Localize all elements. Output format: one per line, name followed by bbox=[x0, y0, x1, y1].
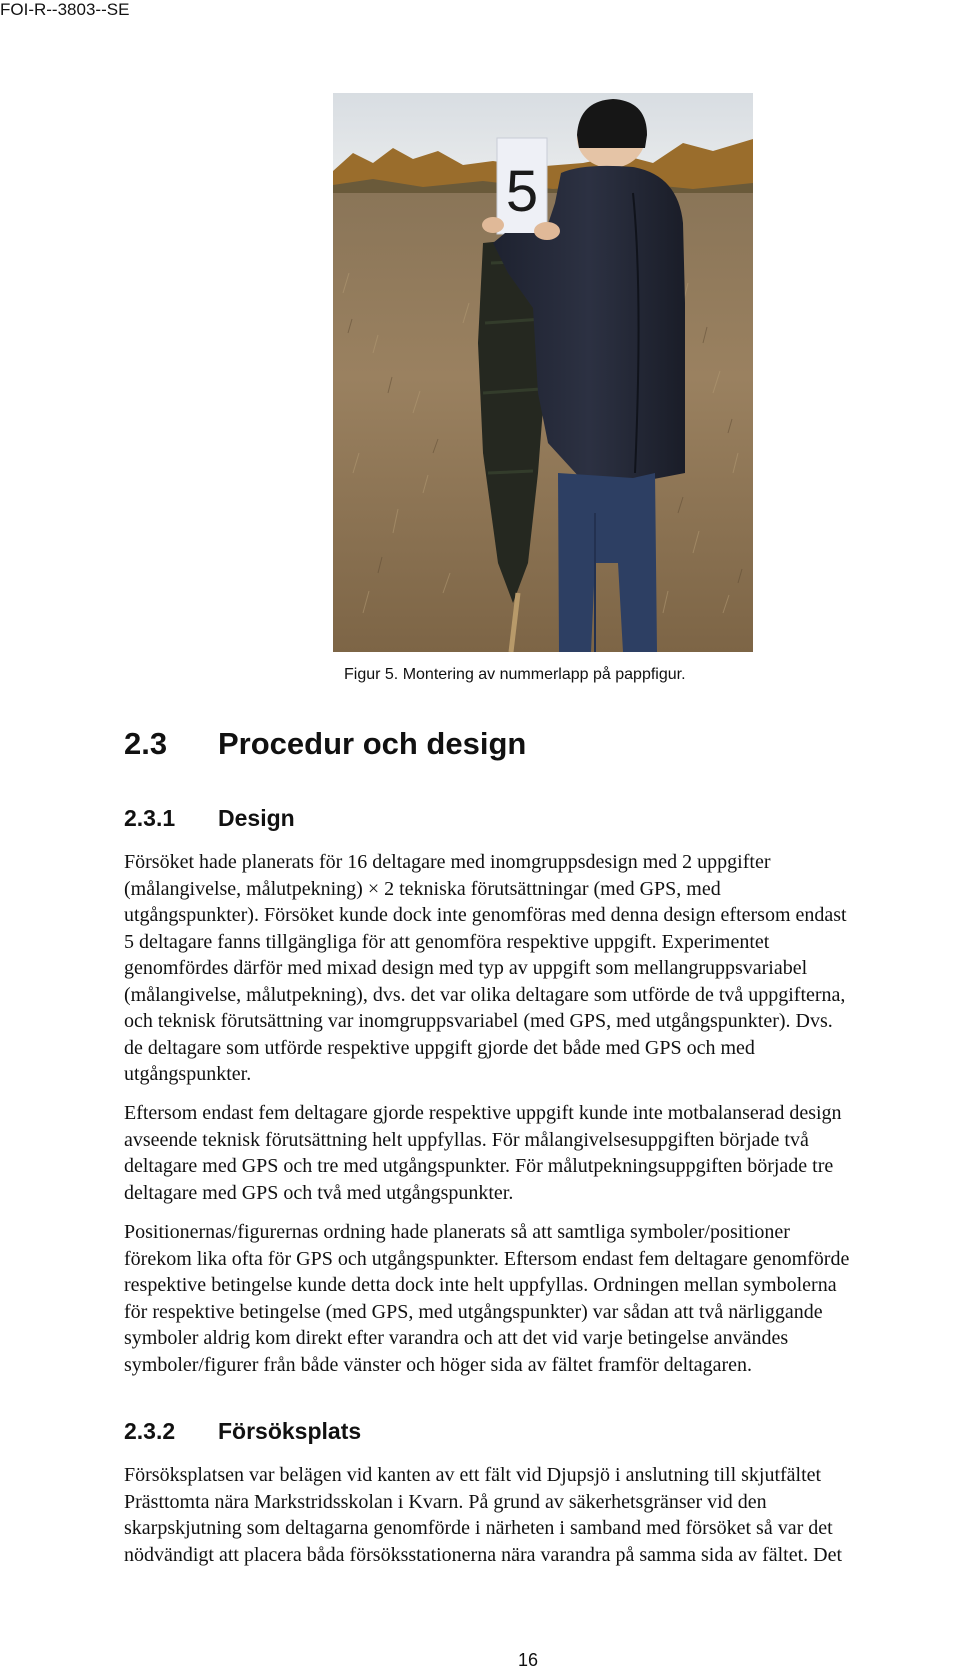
design-paragraph-3 bbox=[124, 1219, 960, 1378]
text-line: utgångspunkter. bbox=[124, 1063, 252, 1085]
text-line: de deltagare som utförde respektive uppgift gjorde det både med GPS och med bbox=[124, 1036, 755, 1059]
subsection-title: Design bbox=[218, 805, 295, 831]
text-line: skarpskjutning som deltagarna genomförde i närheten i samband med försöket så var det bbox=[124, 1517, 833, 1539]
section-heading-2-3-1 bbox=[124, 805, 295, 832]
text-line: Eftersom endast fem deltagare gjorde respektive uppgift kunde inte motbalanserad design bbox=[124, 1102, 842, 1124]
text-line: förekom lika ofta för GPS och utgångspunkter. Eftersom endast fem deltagare genomförde bbox=[124, 1247, 850, 1270]
figure-photo bbox=[333, 93, 753, 652]
section-title: Procedur och design bbox=[218, 726, 527, 761]
document-code: FOI-R--3803--SE bbox=[0, 0, 130, 19]
subsection-number: 2.3.1 bbox=[124, 805, 176, 831]
subsection-number: 2.3.2 bbox=[124, 1418, 176, 1444]
text-line: och teknisk förutsättning var inomgruppsvariabel (med GPS, med utgångspunkter). Dvs. bbox=[124, 1010, 833, 1032]
subsection-title: Försöksplats bbox=[218, 1418, 362, 1444]
figure-caption: Figur 5. Montering av nummerlapp på pappfigur. bbox=[344, 666, 686, 683]
text-line: avseende teknisk förutsättning helt uppfyllas. För målangivelsesuppgiften började två bbox=[124, 1128, 809, 1151]
text-line: Positionernas/figurernas ordning hade planerats så att samtliga symboler/positioner bbox=[124, 1221, 790, 1243]
design-paragraph-2 bbox=[124, 1100, 960, 1206]
text-line: symboler/figurer från både vänster och höger sida av fältet framför deltagaren. bbox=[124, 1353, 753, 1376]
text-line: deltagare med GPS och tre med utgångspunkter. För målutpekningsuppgiften började tre bbox=[124, 1155, 834, 1177]
page-number: 16 bbox=[518, 1650, 539, 1670]
text-line: utgångspunkter). Försöket kunde dock inte genomföras med denna design eftersom endast bbox=[124, 904, 847, 926]
text-line: Prästtomta nära Markstridsskolan i Kvarn. På grund av säkerhetsgränser vid den bbox=[124, 1490, 767, 1513]
text-line: genomfördes därför med mixad design med typ av uppgift som mellangruppsvariabel bbox=[124, 957, 808, 979]
text-line: symboler aldrig kom direkt efter varandra och att det vid varje betingelse användes bbox=[124, 1327, 789, 1349]
text-line: (målangivelse, målutpekning) × 2 tekniska förutsättningar (med GPS, med bbox=[124, 877, 721, 900]
text-line: Försöket hade planerats för 16 deltagare med inomgruppsdesign med 2 uppgifter bbox=[124, 851, 771, 873]
text-line: för respektive betingelse (med GPS, med utgångspunkter) var sådan att två närliggande bbox=[124, 1300, 823, 1323]
text-line: respektive betingelse kunde detta dock inte helt uppfyllas. Ordningen mellan symbolerna bbox=[124, 1274, 837, 1296]
text-line: Försöksplatsen var belägen vid kanten av ett fält vid Djupsjö i anslutning till skjutfältet bbox=[124, 1464, 822, 1486]
design-paragraph-1 bbox=[124, 849, 960, 1088]
text-line: nödvändigt att placera båda försöksstationerna nära varandra på samma sida av fältet. Det bbox=[124, 1543, 843, 1566]
text-line: 5 deltagare fanns tillgängliga för att genomföra respektive uppgift. Experimentet bbox=[124, 930, 770, 953]
text-line: deltagare med GPS och två med utgångspunkter. bbox=[124, 1181, 514, 1204]
section-heading-2-3 bbox=[124, 726, 526, 762]
sign-number: 5 bbox=[505, 159, 539, 224]
section-heading-2-3-2 bbox=[124, 1418, 361, 1445]
forsoksplats-paragraph bbox=[124, 1462, 960, 1568]
text-line: (målangivelse, målutpekning), dvs. det var olika deltagare som utförde de två uppgifterna, bbox=[124, 983, 846, 1006]
section-number: 2.3 bbox=[124, 726, 168, 761]
